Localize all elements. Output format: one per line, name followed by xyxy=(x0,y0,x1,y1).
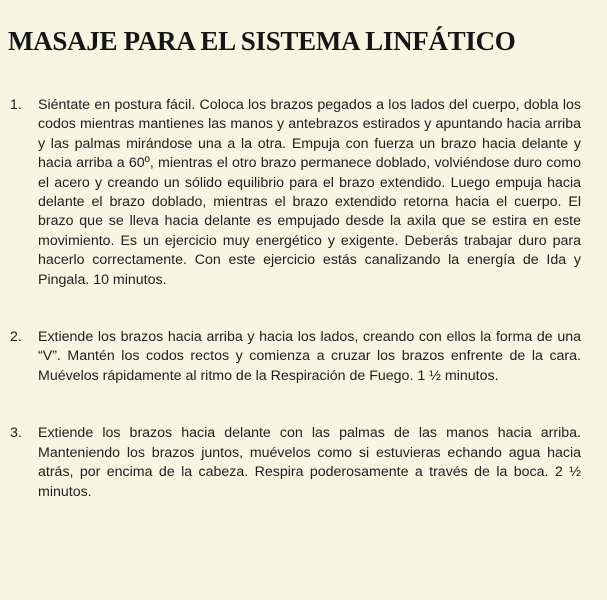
exercise-list xyxy=(0,96,607,502)
item-text: Extiende los brazos hacia delante con las palmas de las manos hacia arriba. Manteniendo los brazos juntos, muévelos como si estuvieras echando agua hacia atrás, por encima de la cabeza. Respira poderosamente a través de la boca. 2 ½ minutos. xyxy=(38,425,581,500)
list-item xyxy=(0,424,607,502)
item-number: 3. xyxy=(10,425,22,442)
item-number: 2. xyxy=(10,329,22,346)
list-item xyxy=(0,328,607,386)
page-title: MASAJE PARA EL SISTEMA LINFÁTICO xyxy=(8,26,516,56)
item-number: 1. xyxy=(10,97,22,113)
item-text: Siéntate en postura fácil. Coloca los brazos pegados a los lados del cuerpo, dobla los codos mientras mantienes las manos y antebrazos estirados y apuntando hacia arriba y las palmas mirándose una a la otra. Empuja con fuerza un brazo hacia delante y hacia arriba a 60º, mientras el otro brazo permanece doblado, volviéndose duro como el acero y creando un sólido equilibrio para el brazo extendido. Luego empuja hacia delante el brazo doblado, mientras el brazo extendido retorna hacia el cuerpo. El brazo que se lleva hacia delante es empujado desde la axila que se estira en este movimiento. Es un ejercicio muy energético y exigente. Deberás trabajar duro para hacerlo correctamente. Con este ejercicio estás canalizando la energía de Ida y Pingala. 10 minutos. xyxy=(38,97,581,288)
list-item xyxy=(0,96,607,290)
item-text: Extiende los brazos hacia arriba y hacia los lados, creando con ellos la forma de una “V”. Mantén los codos rectos y comienza a cruzar los brazos enfrente de la cara. Muévelos rápidamente al ritmo de la Respiración de Fuego. 1 ½ minutos. xyxy=(38,329,581,384)
